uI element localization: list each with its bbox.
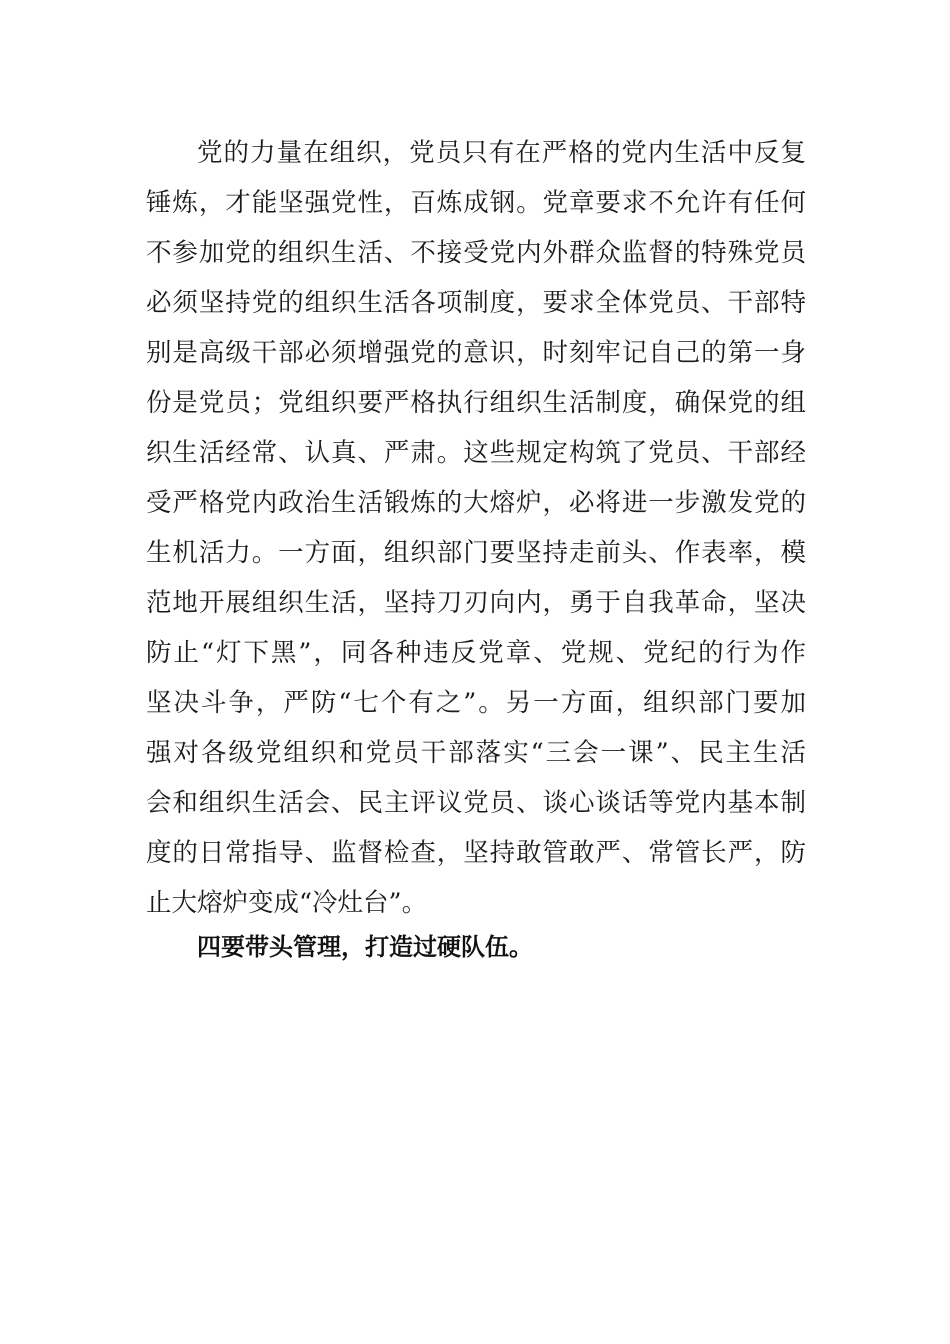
paragraph-line: 范地开展组织生活，坚持刀刃向内，勇于自我革命，坚决 (146, 588, 806, 618)
paragraph-line: 党的力量在组织，党员只有在严格的党内生活中反复 (197, 138, 806, 168)
paragraph-line: 锤炼，才能坚强党性，百炼成钢。党章要求不允许有任何 (146, 188, 806, 218)
body-paragraph (146, 128, 806, 928)
paragraph-line: 份是党员；党组织要严格执行组织生活制度，确保党的组 (146, 388, 806, 418)
paragraph-line: 会和组织生活会、民主评议党员、谈心谈话等党内基本制 (146, 788, 806, 818)
paragraph-line: 强对各级党组织和党员干部落实“三会一课”、民主生活 (146, 738, 806, 768)
paragraph-line: 生机活力。一方面，组织部门要坚持走前头、作表率，模 (146, 538, 806, 568)
paragraph-line: 织生活经常、认真、严肃。这些规定构筑了党员、干部经 (146, 438, 806, 468)
section-heading: 四要带头管理，打造过硬队伍。 (197, 933, 533, 961)
paragraph-line: 坚决斗争，严防“七个有之”。另一方面，组织部门要加 (146, 688, 806, 718)
paragraph-line: 止大熔炉变成“冷灶台”。 (146, 888, 428, 918)
paragraph-line: 必须坚持党的组织生活各项制度，要求全体党员、干部特 (146, 288, 806, 318)
paragraph-line: 不参加党的组织生活、不接受党内外群众监督的特殊党员 (146, 238, 806, 268)
paragraph-line: 度的日常指导、监督检查，坚持敢管敢严、常管长严，防 (146, 838, 806, 868)
paragraph-line: 防止“灯下黑”，同各种违反党章、党规、党纪的行为作 (146, 638, 806, 668)
paragraph-line: 别是高级干部必须增强党的意识，时刻牢记自己的第一身 (146, 338, 806, 368)
paragraph-line: 受严格党内政治生活锻炼的大熔炉，必将进一步激发党的 (146, 488, 806, 518)
